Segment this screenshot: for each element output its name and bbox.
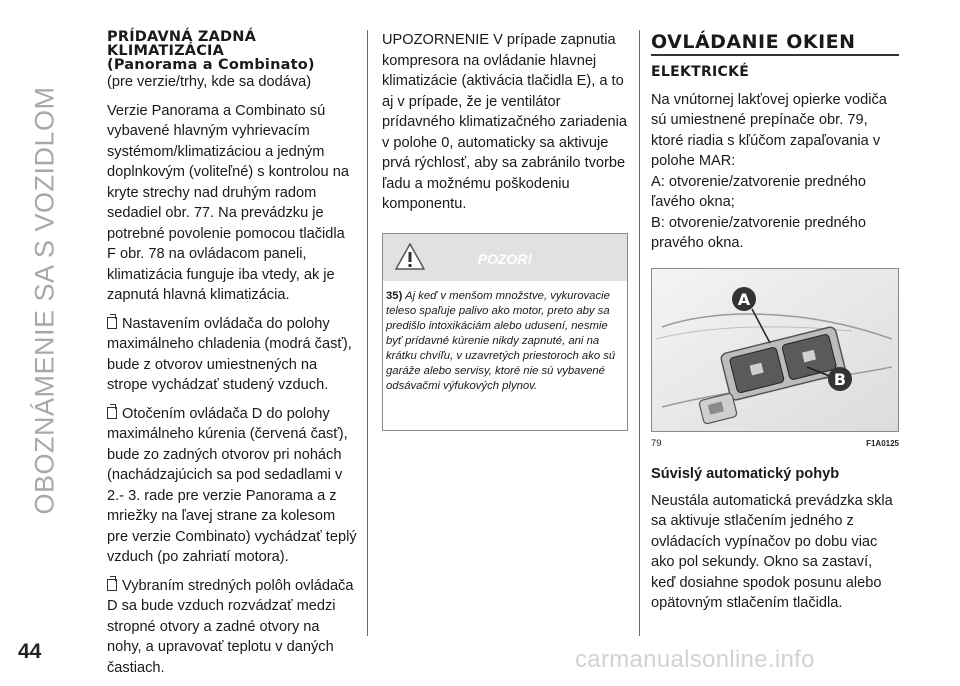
line-a: A: otvorenie/zatvorenie predného ľavého okna; [651,173,866,210]
bullet-icon [107,317,117,329]
warning-title: POZOR! [477,250,533,267]
page-number: 44 [18,640,42,663]
section-side-label-text: OBOZNÁMENIE SA S VOZIDLOM [29,85,60,515]
line-b: B: otvorenie/zatvorenie predného pravého okna. [651,214,866,251]
bullet-text: Otočením ovládača D do polohy maximálneho kúrenia (červená časť), bude zo zadných otvorov pri nohách (nachádzajúcich sa pod sedadlami v 2.- 3. rade pre verzie Panorama a z mriežky na ľavej strane za kolesom pre verzie Combinato) vychádzať teplý vzduch (po zahriatí motora). [107,405,357,565]
figure-number: 79 [651,437,662,449]
warning-box [382,233,628,431]
bullet-icon [107,407,117,419]
auto-paragraph: Neustála automatická prevádzka skla sa aktivuje stlačením jedného z ovládacích vypínačov po dobu viac ako pol sekundy. Okno sa zastaví, keď dosiahne spodok posunu alebo opätovným stlačením tlačidla. [651,492,893,611]
heading-line: PRÍDAVNÁ ZADNÁ [107,29,257,45]
warning-body: Aj keď v menšom množstve, vykurovacie teleso spaľuje palivo ako motor, preto aby sa predišlo intoxikáciám alebo udusení, nesmie byť prídavné kúrenie nikdy zapnuté, ani na krátku chvíľu, v uzavretých priestoroch ako sú garáže alebo servisy, ktoré nie sú vybavené odsávačmi výfukových plynov. [386,289,616,392]
heading-windows: OVLÁDANIE OKIEN [651,32,899,56]
bullet-text: Nastavením ovládača do polohy maximálneho chladenia (modrá časť), bude z otvorov umiestnených na strope vychádzať studený vzduch. [107,315,352,393]
heading-rear-ac [107,30,357,72]
column-left [107,30,357,686]
bullet-item [107,576,357,679]
subheading-electric: ELEKTRICKÉ [651,64,750,80]
windows-paragraph: Na vnútornej lakťovej opierke vodiča sú umiestnené prepínače obr. 79, ktoré riadia s kľúčom zapaľovania v polohe MAR: [651,91,887,169]
window-switch-illustration [652,269,899,431]
column-right [651,30,899,622]
availability-note: (pre verzie/trhy, kde sa dodáva) [107,74,312,90]
column-divider [639,30,640,636]
section-side-label [20,20,70,580]
bullet-item [107,404,357,568]
watermark: carmanualsonline.info [575,646,815,673]
heading-line: KLIMATIZÁCIA [107,43,225,59]
figure-label-a: A [737,289,751,309]
figure-code: F1A0125 [866,438,899,448]
notice-paragraph: UPOZORNENIE V prípade zapnutia kompresora na ovládanie hlavnej klimatizácie (aktivácia tlačidla E), a to aj v prípade, že je ventilátor prídavného klimatizačného zariadenia v polohe 0, automaticky sa aktivuje prvá rýchlosť, aby sa zabránilo tvorbe ľadu a možnému poškodeniu komponentu. [382,32,628,212]
auto-heading: Súvislý automatický pohyb [651,466,840,482]
warning-number: 35) [386,289,403,302]
warning-text [383,281,627,394]
bullet-item [107,314,357,396]
bullet-text: Vybraním stredných polôh ovládača D sa bude vzduch rozvádzať medzi stropné otvory a zadné otvory na nohy, a upravovať teplotu v daných častiach. [107,577,354,676]
window-switch-figure [651,268,899,432]
heading-line: (Panorama a Combinato) [107,57,315,73]
figure-label-b: B [833,369,847,389]
warning-header [383,234,627,281]
column-divider [367,30,368,636]
figure-caption [651,434,899,455]
column-middle [382,30,628,431]
bullet-icon [107,579,117,591]
intro-paragraph: Verzie Panorama a Combinato sú vybavené hlavným vyhrievacím systémom/klimatizáciou a jedným doplnkovým (voliteľné) s kontrolou na kryte strechy nad druhým radom sedadiel obr. 77. Na prevádzku je potrebné povolenie pomocou tlačidla F obr. 78 na ovládacom paneli, klimatizácia funguje iba vtedy, ak je zapnutá hlavná klimatizácia. [107,102,349,303]
